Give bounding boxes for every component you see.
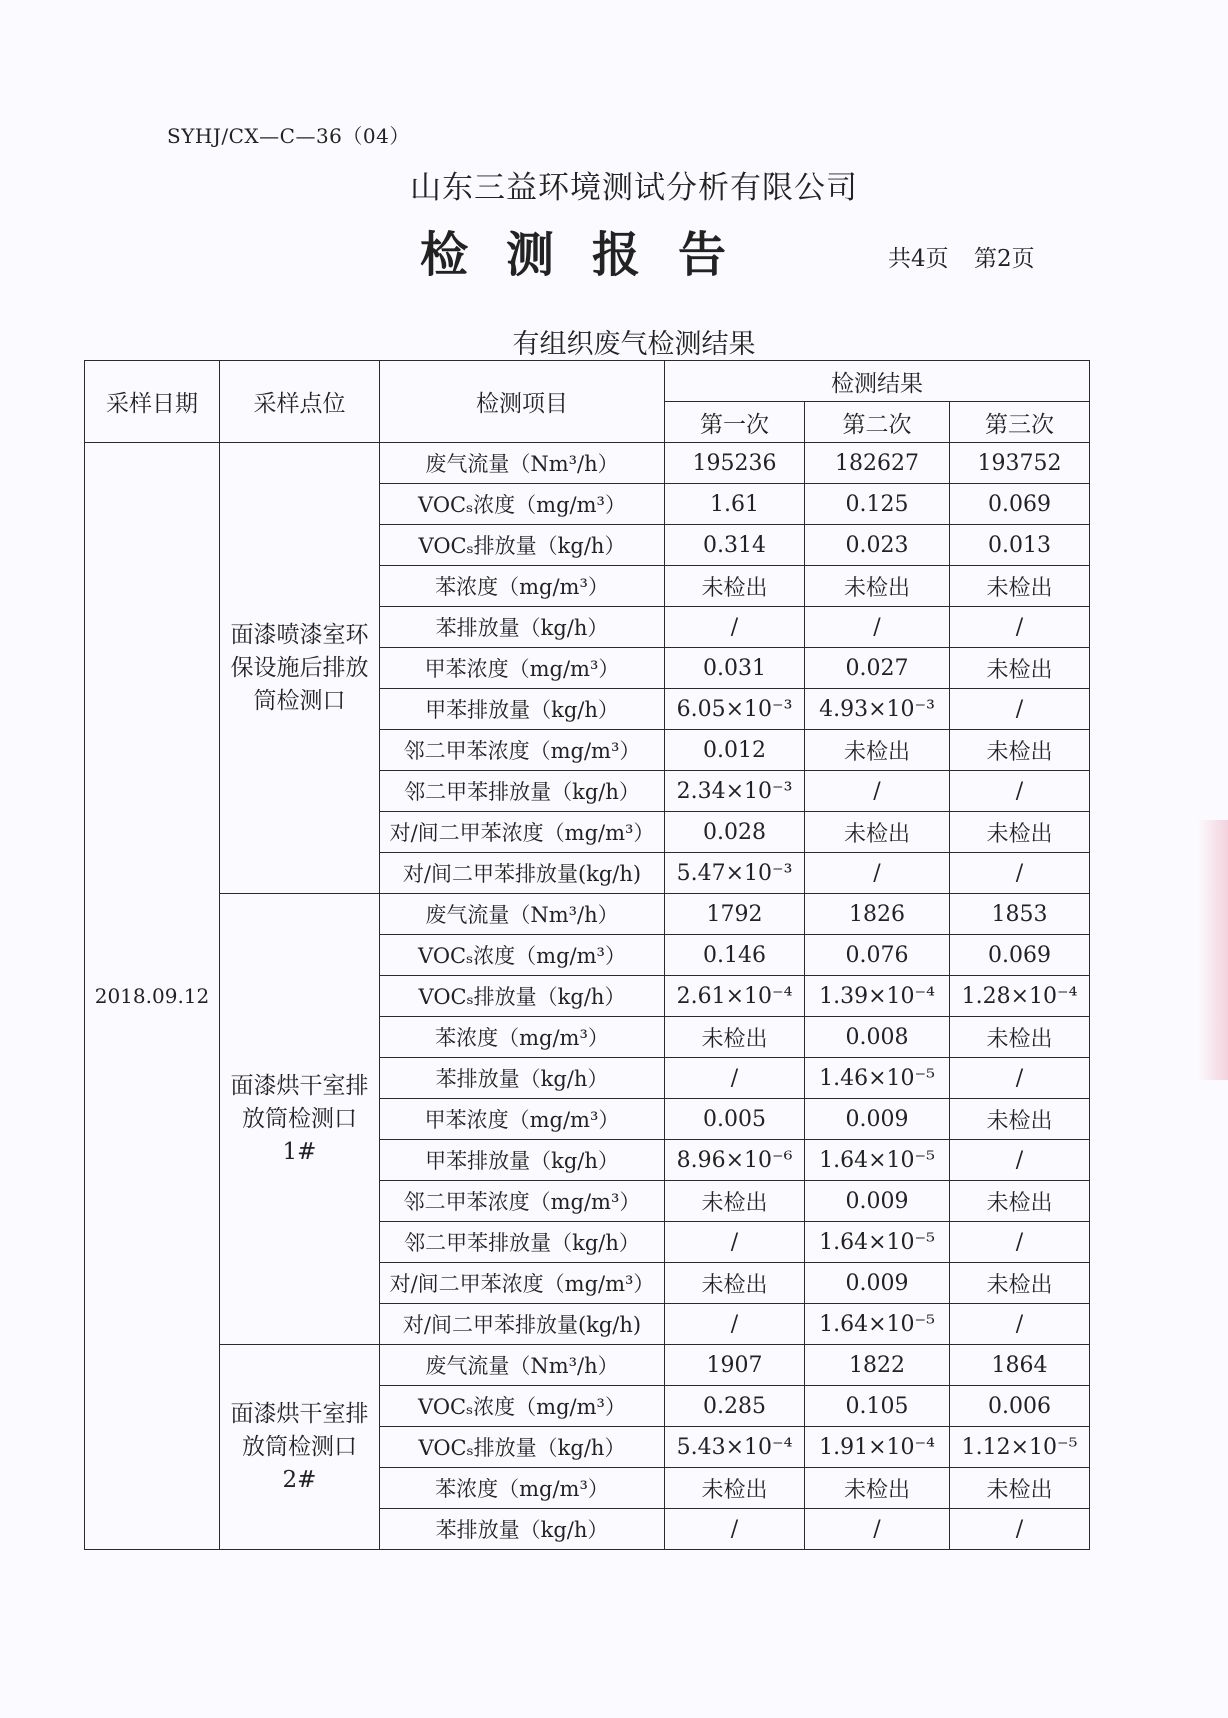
- result-cell-3: /: [950, 853, 1090, 894]
- page-info: 共4页 第2页: [888, 246, 1035, 272]
- result-cell-1: 1792: [665, 894, 805, 935]
- result-cell-1: 0.285: [665, 1386, 805, 1427]
- result-cell-3: /: [950, 1140, 1090, 1181]
- result-cell-3: /: [950, 689, 1090, 730]
- result-cell-3: /: [950, 1509, 1090, 1550]
- result-cell-2: 1826: [805, 894, 950, 935]
- header-sampling-date: 采样日期: [85, 361, 220, 443]
- result-cell-3: /: [950, 1222, 1090, 1263]
- result-cell-3: 未检出: [950, 566, 1090, 607]
- result-cell-3: 未检出: [950, 812, 1090, 853]
- result-cell-3: 0.006: [950, 1386, 1090, 1427]
- test-item-cell: 苯排放量（kg/h）: [380, 1058, 665, 1099]
- result-cell-1: /: [665, 1509, 805, 1550]
- result-cell-3: 0.013: [950, 525, 1090, 566]
- result-cell-2: 1.64×10⁻⁵: [805, 1222, 950, 1263]
- header-results: 检测结果: [665, 361, 1090, 402]
- result-cell-3: 未检出: [950, 730, 1090, 771]
- test-item-cell: 苯浓度（mg/m³）: [380, 566, 665, 607]
- result-cell-3: /: [950, 607, 1090, 648]
- result-cell-1: /: [665, 1222, 805, 1263]
- result-cell-1: /: [665, 1058, 805, 1099]
- result-cell-1: 0.314: [665, 525, 805, 566]
- company-name: 山东三益环境测试分析有限公司: [410, 170, 858, 206]
- result-cell-1: 未检出: [665, 1468, 805, 1509]
- result-cell-2: 1.39×10⁻⁴: [805, 976, 950, 1017]
- test-item-cell: VOCₛ排放量（kg/h）: [380, 525, 665, 566]
- results-table: [84, 360, 1090, 1550]
- test-item-cell: 甲苯浓度（mg/m³）: [380, 648, 665, 689]
- table-row: [85, 443, 1090, 484]
- result-cell-3: 193752: [950, 443, 1090, 484]
- result-cell-2: 0.008: [805, 1017, 950, 1058]
- test-item-cell: 苯浓度（mg/m³）: [380, 1017, 665, 1058]
- seal-stain: [1198, 820, 1228, 1080]
- result-cell-1: 未检出: [665, 1263, 805, 1304]
- test-item-cell: 邻二甲苯排放量（kg/h）: [380, 1222, 665, 1263]
- result-cell-2: /: [805, 771, 950, 812]
- result-cell-1: 2.61×10⁻⁴: [665, 976, 805, 1017]
- test-item-cell: VOCₛ浓度（mg/m³）: [380, 935, 665, 976]
- result-cell-3: 1.12×10⁻⁵: [950, 1427, 1090, 1468]
- result-cell-2: 182627: [805, 443, 950, 484]
- table-row: [85, 894, 1090, 935]
- test-item-cell: 苯排放量（kg/h）: [380, 1509, 665, 1550]
- result-cell-1: 6.05×10⁻³: [665, 689, 805, 730]
- result-cell-1: 0.028: [665, 812, 805, 853]
- test-item-cell: 邻二甲苯浓度（mg/m³）: [380, 730, 665, 771]
- result-cell-1: 0.146: [665, 935, 805, 976]
- result-cell-2: 0.125: [805, 484, 950, 525]
- sampling-point-cell: 面漆烘干室排放筒检测口1#: [220, 894, 380, 1345]
- result-cell-3: /: [950, 771, 1090, 812]
- test-item-cell: 苯浓度（mg/m³）: [380, 1468, 665, 1509]
- test-item-cell: 废气流量（Nm³/h）: [380, 1345, 665, 1386]
- result-cell-3: 1864: [950, 1345, 1090, 1386]
- result-cell-2: /: [805, 607, 950, 648]
- result-cell-1: 8.96×10⁻⁶: [665, 1140, 805, 1181]
- table-title: 有组织废气检测结果: [512, 329, 756, 360]
- result-cell-1: 0.012: [665, 730, 805, 771]
- test-item-cell: VOCₛ浓度（mg/m³）: [380, 484, 665, 525]
- result-cell-1: 2.34×10⁻³: [665, 771, 805, 812]
- result-cell-3: 未检出: [950, 1099, 1090, 1140]
- result-cell-2: 0.105: [805, 1386, 950, 1427]
- result-cell-1: /: [665, 607, 805, 648]
- test-item-cell: 苯排放量（kg/h）: [380, 607, 665, 648]
- result-cell-2: 未检出: [805, 812, 950, 853]
- header-test-item: 检测项目: [380, 361, 665, 443]
- result-cell-1: 0.005: [665, 1099, 805, 1140]
- result-cell-1: /: [665, 1304, 805, 1345]
- test-item-cell: VOCₛ浓度（mg/m³）: [380, 1386, 665, 1427]
- table-row: [85, 1345, 1090, 1386]
- result-cell-3: /: [950, 1304, 1090, 1345]
- document-code: SYHJ/CX—C—36（04）: [167, 124, 410, 148]
- result-cell-2: 未检出: [805, 730, 950, 771]
- result-cell-2: 未检出: [805, 1468, 950, 1509]
- result-cell-2: 1.46×10⁻⁵: [805, 1058, 950, 1099]
- test-item-cell: VOCₛ排放量（kg/h）: [380, 976, 665, 1017]
- result-cell-3: 未检出: [950, 648, 1090, 689]
- test-item-cell: 邻二甲苯排放量（kg/h）: [380, 771, 665, 812]
- test-item-cell: 废气流量（Nm³/h）: [380, 443, 665, 484]
- result-cell-1: 1907: [665, 1345, 805, 1386]
- test-item-cell: 邻二甲苯浓度（mg/m³）: [380, 1181, 665, 1222]
- test-item-cell: 甲苯排放量（kg/h）: [380, 689, 665, 730]
- header-third: 第三次: [950, 402, 1090, 443]
- result-cell-1: 未检出: [665, 1017, 805, 1058]
- test-item-cell: VOCₛ排放量（kg/h）: [380, 1427, 665, 1468]
- test-item-cell: 对/间二甲苯浓度（mg/m³）: [380, 1263, 665, 1304]
- result-cell-2: 0.009: [805, 1099, 950, 1140]
- result-cell-2: 0.009: [805, 1263, 950, 1304]
- result-cell-1: 5.43×10⁻⁴: [665, 1427, 805, 1468]
- result-cell-3: /: [950, 1058, 1090, 1099]
- result-cell-3: 未检出: [950, 1181, 1090, 1222]
- result-cell-1: 未检出: [665, 566, 805, 607]
- result-cell-2: 0.023: [805, 525, 950, 566]
- header-second: 第二次: [805, 402, 950, 443]
- result-cell-2: 1.64×10⁻⁵: [805, 1304, 950, 1345]
- result-cell-2: 0.027: [805, 648, 950, 689]
- result-cell-3: 未检出: [950, 1263, 1090, 1304]
- test-item-cell: 甲苯排放量（kg/h）: [380, 1140, 665, 1181]
- result-cell-2: 1.64×10⁻⁵: [805, 1140, 950, 1181]
- test-item-cell: 废气流量（Nm³/h）: [380, 894, 665, 935]
- result-cell-1: 195236: [665, 443, 805, 484]
- result-cell-2: 0.076: [805, 935, 950, 976]
- report-title: 检测报告: [420, 227, 765, 283]
- results-body: [85, 443, 1090, 1550]
- result-cell-3: 0.069: [950, 484, 1090, 525]
- result-cell-2: 1822: [805, 1345, 950, 1386]
- result-cell-2: /: [805, 1509, 950, 1550]
- sampling-point-cell: 面漆喷漆室环保设施后排放筒检测口: [220, 443, 380, 894]
- result-cell-2: 4.93×10⁻³: [805, 689, 950, 730]
- result-cell-3: 1853: [950, 894, 1090, 935]
- result-cell-3: 1.28×10⁻⁴: [950, 976, 1090, 1017]
- result-cell-3: 未检出: [950, 1468, 1090, 1509]
- test-item-cell: 对/间二甲苯浓度（mg/m³）: [380, 812, 665, 853]
- result-cell-1: 5.47×10⁻³: [665, 853, 805, 894]
- test-item-cell: 甲苯浓度（mg/m³）: [380, 1099, 665, 1140]
- result-cell-1: 1.61: [665, 484, 805, 525]
- result-cell-1: 0.031: [665, 648, 805, 689]
- test-item-cell: 对/间二甲苯排放量(kg/h): [380, 853, 665, 894]
- sampling-point-cell: 面漆烘干室排放筒检测口2#: [220, 1345, 380, 1550]
- result-cell-3: 未检出: [950, 1017, 1090, 1058]
- header-first: 第一次: [665, 402, 805, 443]
- result-cell-2: 1.91×10⁻⁴: [805, 1427, 950, 1468]
- header-sampling-point: 采样点位: [220, 361, 380, 443]
- result-cell-2: 未检出: [805, 566, 950, 607]
- test-item-cell: 对/间二甲苯排放量(kg/h): [380, 1304, 665, 1345]
- sampling-date-cell: 2018.09.12: [85, 443, 220, 1550]
- result-cell-3: 0.069: [950, 935, 1090, 976]
- result-cell-1: 未检出: [665, 1181, 805, 1222]
- result-cell-2: 0.009: [805, 1181, 950, 1222]
- result-cell-2: /: [805, 853, 950, 894]
